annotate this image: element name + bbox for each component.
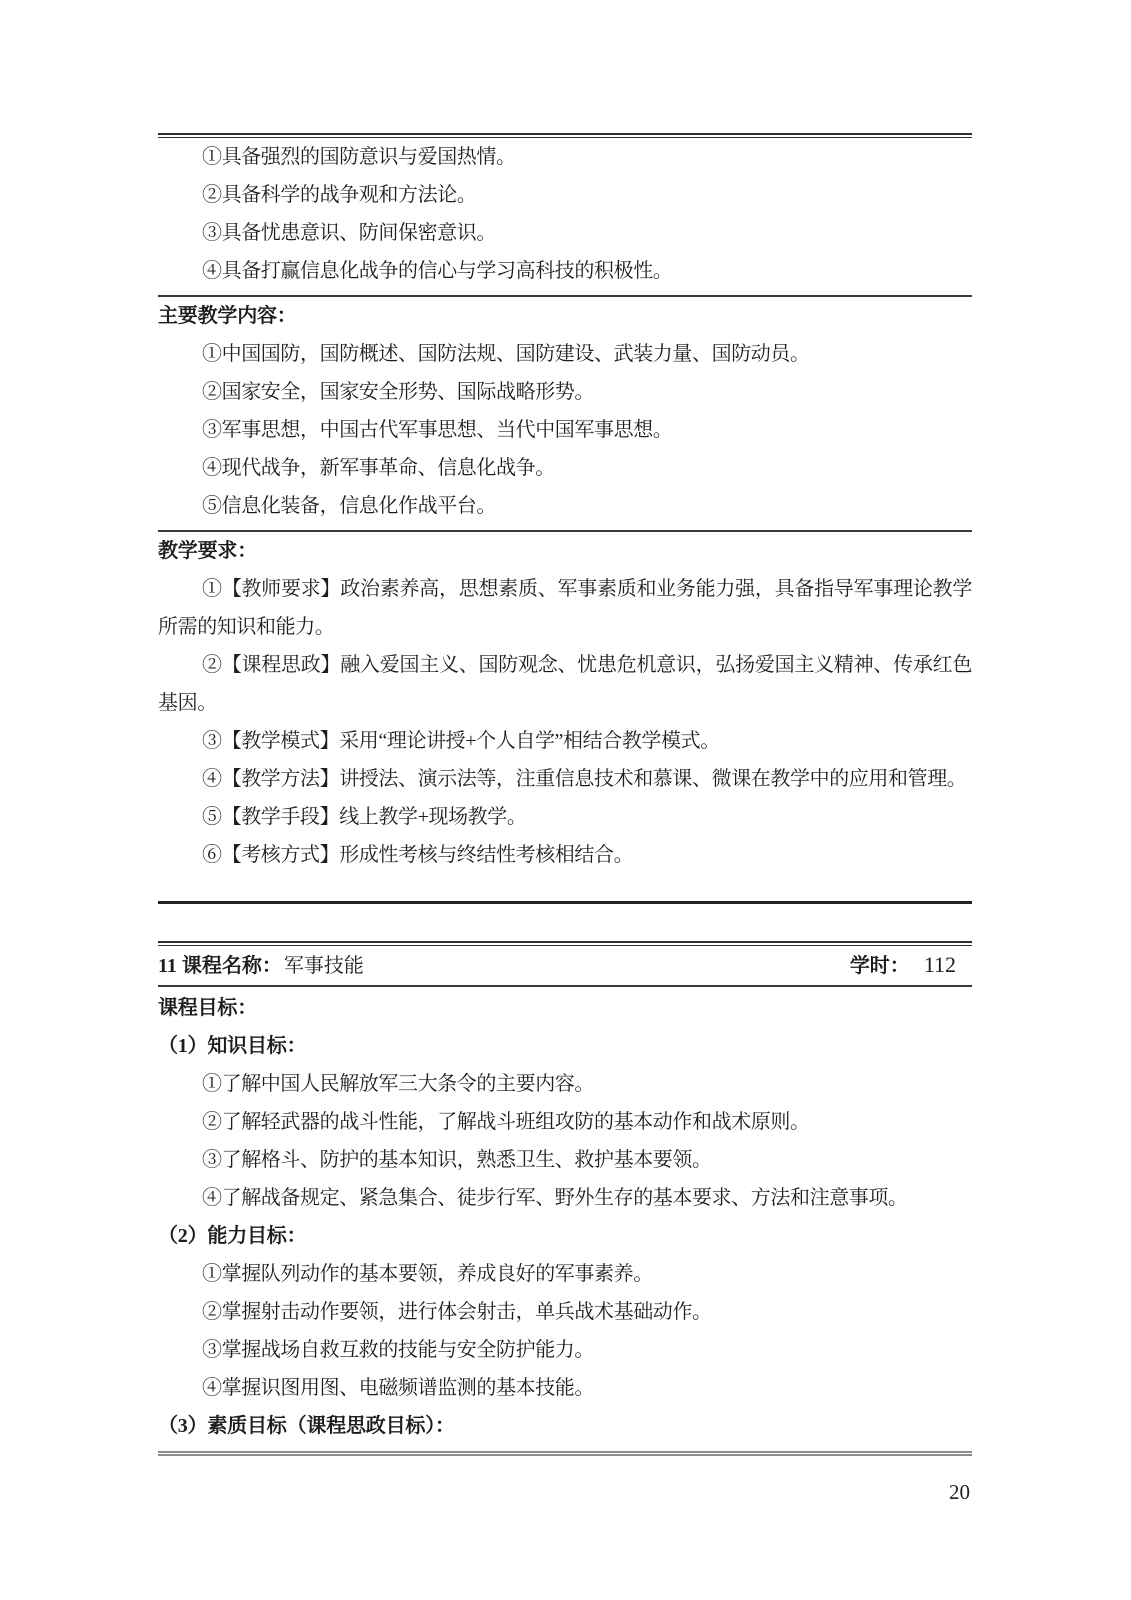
ability-goals-heading: （2）能力目标： [158,1225,307,1247]
list-item: ⑤【教学手段】线上教学+现场教学。 [202,806,527,828]
course-description-table [158,133,972,1456]
list-item: ②国家安全，国家安全形势、国际战略形势。 [202,381,594,403]
list-item: ②掌握射击动作要领，进行体会射击，单兵战术基础动作。 [202,1301,712,1323]
list-item: ⑥【考核方式】形成性考核与终结性考核相结合。 [202,844,634,866]
course-name: 军事技能 [283,954,364,977]
list-item: ②【课程思政】融入爱国主义、国防观念、忧患危机意识，弘扬爱国主义精神、传承红色基因。 [158,654,972,714]
list-item: ③掌握战场自救互救的技能与安全防护能力。 [202,1339,594,1361]
quality-goals-continued-section [158,138,972,295]
course-header-row [158,946,972,985]
knowledge-goals-heading: （1）知识目标： [158,1035,307,1057]
teaching-requirements-heading: 教学要求： [158,540,257,562]
teaching-requirements-section [158,532,972,901]
inter-table-gap [158,904,972,941]
course-hours-group [850,946,972,985]
page-number: 20 [949,1480,970,1504]
list-item: ①【教师要求】政治素养高，思想素质、军事素质和业务能力强，具备指导军事理论教学所需的知识和能力。 [158,578,972,638]
course-hours-value: 112 [923,952,956,977]
quality-goals-heading: （3）素质目标（课程思政目标）： [158,1415,455,1437]
course-hours-label: 学时： [849,955,910,977]
list-item: ①具备强烈的国防意识与爱国热情。 [202,146,516,168]
course-goals-heading: 课程目标： [158,997,257,1019]
list-item: ④掌握识图用图、电磁频谱监测的基本技能。 [202,1377,594,1399]
list-item: ④【教学方法】讲授法、演示法等，注重信息技术和慕课、微课在教学中的应用和管理。 [202,768,967,790]
list-item: ④现代战争，新军事革命、信息化战争。 [202,457,555,479]
list-item: ①了解中国人民解放军三大条令的主要内容。 [202,1073,594,1095]
list-item: ④具备打赢信息化战争的信心与学习高科技的积极性。 [202,260,673,282]
list-item: ①中国国防，国防概述、国防法规、国防建设、武装力量、国防动员。 [202,343,810,365]
course-index-label: 11 课程名称： [158,954,282,977]
list-item: ③具备忧患意识、防间保密意识。 [202,222,496,244]
list-item: ①掌握队列动作的基本要领，养成良好的军事素养。 [202,1263,653,1285]
list-item: ③军事思想，中国古代军事思想、当代中国军事思想。 [202,419,673,441]
list-item: ②具备科学的战争观和方法论。 [202,184,477,206]
list-item: ②了解轻武器的战斗性能，了解战斗班组攻防的基本动作和战术原则。 [202,1111,810,1133]
list-item: ⑤信息化装备，信息化作战平台。 [202,495,496,517]
list-item: ③了解格斗、防护的基本知识，熟悉卫生、救护基本要领。 [202,1149,712,1171]
course-goals-section [158,987,972,1451]
course-title-group [158,947,364,985]
list-item: ③【教学模式】采用“理论讲授+个人自学”相结合教学模式。 [202,730,720,752]
page-bottom-gray-border [158,1451,972,1456]
list-item: ④了解战备规定、紧急集合、徒步行军、野外生存的基本要求、方法和注意事项。 [202,1187,908,1209]
teaching-content-heading: 主要教学内容： [158,305,297,327]
teaching-content-section [158,297,972,530]
